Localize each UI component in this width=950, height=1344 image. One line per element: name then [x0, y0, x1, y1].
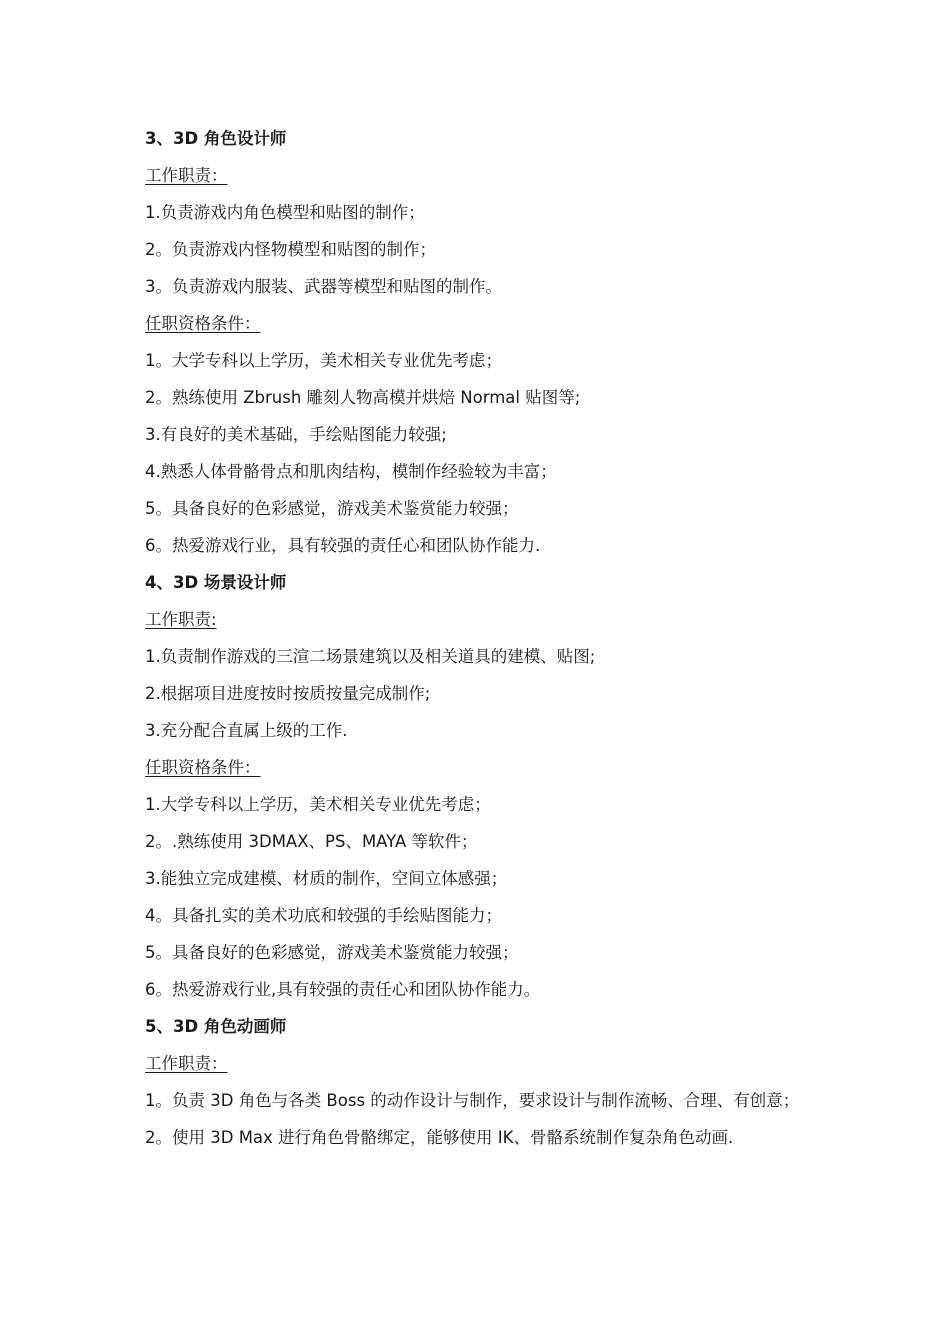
- requirement-item: 5。具备良好的色彩感觉，游戏美术鉴赏能力较强；: [145, 499, 519, 518]
- requirement-item: 4。具备扎实的美术功底和较强的手绘贴图能力；: [145, 906, 502, 925]
- duty-item: 1.负责游戏内角色模型和贴图的制作；: [145, 203, 425, 222]
- requirement-item: 3.有良好的美术基础，手绘贴图能力较强;: [145, 425, 447, 444]
- duty-item: 2。使用 3D Max 进行角色骨骼绑定，能够使用 IK、骨骼系统制作复杂角色动画.: [145, 1128, 734, 1147]
- requirement-item: 2。.熟练使用 3DMAX、PS、MAYA 等软件；: [145, 832, 478, 851]
- duty-item: 3.充分配合直属上级的工作.: [145, 721, 348, 740]
- duty-item: 2。负责游戏内怪物模型和贴图的制作；: [145, 240, 436, 259]
- duties-label: 工作职责：: [145, 166, 228, 185]
- duty-item: 2.根据项目进度按时按质按量完成制作;: [145, 684, 431, 703]
- duty-item: 1。负责 3D 角色与各类 Boss 的动作设计与制作，要求设计与制作流畅、合理、有创意；: [145, 1091, 800, 1110]
- requirements-label: 任职资格条件：: [145, 314, 261, 333]
- requirement-item: 6。热爱游戏行业，具有较强的责任心和团队协作能力.: [145, 536, 541, 555]
- requirements-label: 任职资格条件：: [145, 758, 261, 777]
- requirement-item: 4.熟悉人体骨骼骨点和肌肉结构，模制作经验较为丰富；: [145, 462, 557, 481]
- duty-item: 3。负责游戏内服装、武器等模型和贴图的制作。: [145, 277, 502, 296]
- requirement-item: 3.能独立完成建模、材质的制作，空间立体感强；: [145, 869, 508, 888]
- document-page: [145, 120, 825, 1156]
- duties-label: 工作职责:: [145, 610, 217, 629]
- requirement-item: 6。热爱游戏行业,具有较强的责任心和团队协作能力。: [145, 980, 541, 999]
- duty-item: 1.负责制作游戏的三渲二场景建筑以及相关道具的建模、贴图;: [145, 647, 596, 666]
- section-title: 4、3D 场景设计师: [145, 573, 287, 592]
- section-title: 3、3D 角色设计师: [145, 129, 287, 148]
- requirement-item: 5。具备良好的色彩感觉，游戏美术鉴赏能力较强；: [145, 943, 519, 962]
- duties-label: 工作职责：: [145, 1054, 228, 1073]
- section-title: 5、3D 角色动画师: [145, 1017, 287, 1036]
- requirement-item: 1。大学专科以上学历，美术相关专业优先考虑；: [145, 351, 502, 370]
- requirement-item: 1.大学专科以上学历，美术相关专业优先考虑；: [145, 795, 491, 814]
- requirement-item: 2。熟练使用 Zbrush 雕刻人物高模并烘焙 Normal 贴图等;: [145, 388, 581, 407]
